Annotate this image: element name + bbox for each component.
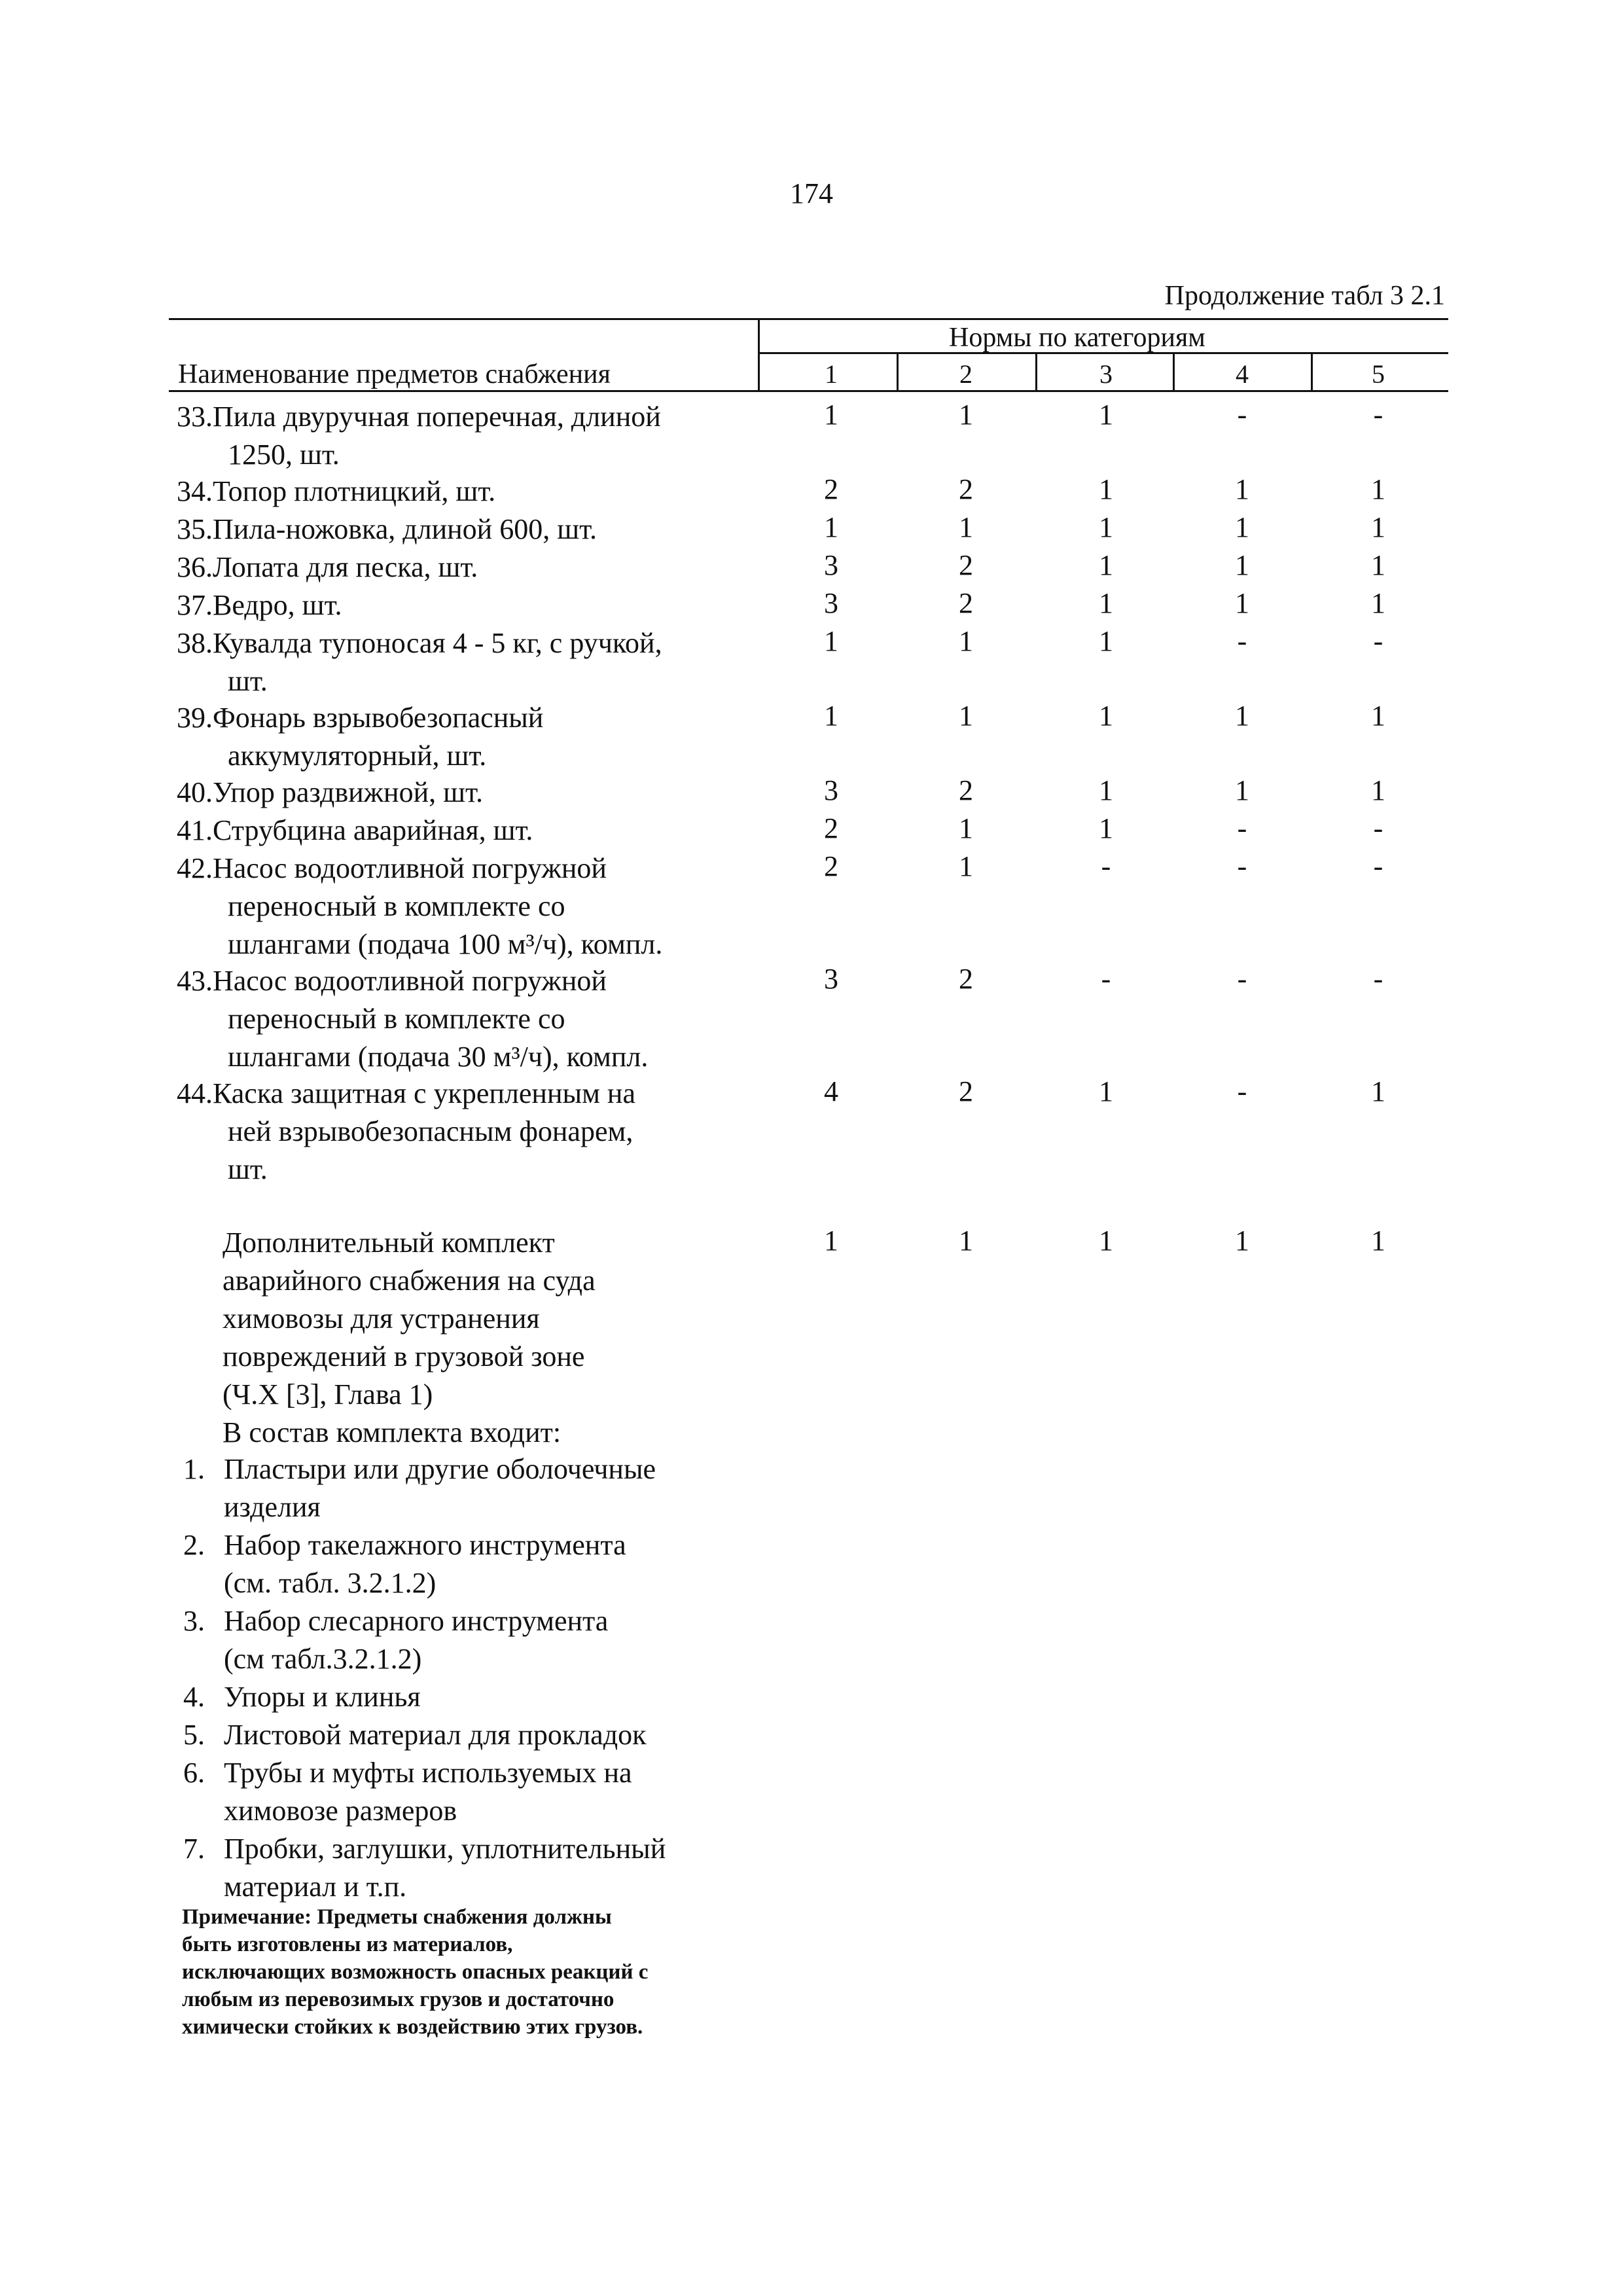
extra-kit-line: Дополнительный комплект: [223, 1227, 555, 1259]
table-cell-category-4: -: [1237, 850, 1247, 882]
kit-list-line: Набор слесарного инструмента: [224, 1605, 609, 1637]
table-cell-category-2: 2: [959, 1075, 973, 1107]
extra-kit-line: (Ч.X [3], Глава 1): [223, 1378, 433, 1410]
note-line: любым из перевозимых грузов и достаточно: [182, 1988, 615, 2011]
table-cell-category-1: 2: [824, 473, 838, 505]
table-cell-category-5: 1: [1371, 700, 1385, 732]
row-name-line: 40.Упор раздвижной, шт.: [177, 776, 483, 808]
table-cell-category-3: -: [1101, 850, 1111, 882]
extra-kit-value: 1: [959, 1225, 973, 1257]
kit-list-line: Упоры и клинья: [224, 1681, 421, 1713]
kit-list-number: 6.: [183, 1757, 205, 1789]
table-cell-category-4: 1: [1235, 549, 1249, 581]
table-cell-category-1: 3: [824, 587, 838, 619]
table-cell-category-2: 1: [959, 700, 973, 732]
kit-list-line: Пробки, заглушки, уплотнительный: [224, 1833, 666, 1865]
table-cell-category-5: -: [1373, 399, 1383, 431]
norms-column-header: Нормы по категориям: [949, 323, 1205, 353]
name-column-header: Наименование предметов снабжения: [178, 359, 611, 389]
note-line: быть изготовлены из материалов,: [182, 1933, 513, 1956]
kit-list-line: Пластыри или другие оболочечные: [224, 1453, 656, 1485]
note-line: исключающих возможность опасных реакций с: [182, 1960, 649, 1984]
table-row-name: [177, 699, 766, 775]
kit-list-item: [183, 1754, 772, 1830]
table-cell-category-3: 1: [1099, 511, 1113, 543]
table-cell-category-3: 1: [1099, 549, 1113, 581]
column-separator: [758, 319, 760, 390]
table-row-name: [177, 586, 766, 624]
extra-kit-value: 1: [824, 1225, 838, 1257]
kit-list-line: (см табл.3.2.1.2): [224, 1643, 422, 1675]
table-cell-category-1: 1: [824, 625, 838, 657]
table-cell-category-5: 1: [1371, 511, 1385, 543]
row-name-line: 35.Пила-ножовка, длиной 600, шт.: [177, 513, 597, 545]
table-cell-category-5: 1: [1371, 774, 1385, 806]
table-cell-category-1: 1: [824, 700, 838, 732]
table-cell-category-5: 1: [1371, 587, 1385, 619]
table-cell-category-4: 1: [1235, 587, 1249, 619]
table-cell-category-5: 1: [1371, 473, 1385, 505]
kit-list-number: 1.: [183, 1453, 205, 1485]
extra-kit-value: 1: [1371, 1225, 1385, 1257]
extra-kit-description: [223, 1224, 779, 1452]
column-separator: [1035, 353, 1037, 390]
table-cell-category-3: 1: [1099, 399, 1113, 431]
row-name-line: 34.Топор плотницкий, шт.: [177, 475, 496, 507]
table-cell-category-1: 2: [824, 812, 838, 844]
kit-list-number: 7.: [183, 1833, 205, 1865]
table-cell-category-4: 1: [1235, 774, 1249, 806]
table-row-name: [177, 548, 766, 586]
row-name-line: 39.Фонарь взрывобезопасный: [177, 702, 544, 734]
row-name-line: ней взрывобезопасным фонарем,: [228, 1115, 633, 1147]
table-row-name: [177, 812, 766, 850]
table-cell-category-1: 4: [824, 1075, 838, 1107]
row-name-line: 41.Струбцина аварийная, шт.: [177, 814, 533, 846]
kit-list-number: 5.: [183, 1719, 205, 1751]
kit-list-line: химовозе размеров: [224, 1795, 457, 1827]
kit-list-number: 2.: [183, 1529, 205, 1561]
extra-kit-value: 1: [1099, 1225, 1113, 1257]
kit-list-item: [183, 1678, 772, 1716]
table-cell-category-4: 1: [1235, 700, 1249, 732]
category-header-1: 1: [825, 359, 838, 389]
table-cell-category-3: 1: [1099, 473, 1113, 505]
table-row-name: [177, 473, 766, 511]
table-cell-category-2: 1: [959, 511, 973, 543]
table-cell-category-2: 1: [959, 812, 973, 844]
column-separator: [1173, 353, 1175, 390]
table-cell-category-3: 1: [1099, 774, 1113, 806]
kit-list-line: изделия: [224, 1491, 321, 1523]
table-row-name: [177, 624, 766, 700]
table-cell-category-3: 1: [1099, 587, 1113, 619]
table-cell-category-3: -: [1101, 963, 1111, 995]
kit-list-number: 4.: [183, 1681, 205, 1713]
kit-list-line: (см. табл. 3.2.1.2): [224, 1567, 437, 1599]
kit-list-line: Набор такелажного инструмента: [224, 1529, 626, 1561]
row-name-line: шт.: [228, 1153, 268, 1185]
note: [182, 1903, 751, 2041]
note-line: химически стойких к воздействию этих грузов.: [182, 2015, 643, 2039]
category-header-4: 4: [1236, 359, 1249, 389]
row-name-line: переносный в комплекте со: [228, 890, 565, 922]
row-name-line: шлангами (подача 30 м³/ч), компл.: [228, 1041, 649, 1073]
category-header-2: 2: [959, 359, 972, 389]
kit-list-line: Трубы и муфты используемых на: [224, 1757, 632, 1789]
row-name-line: 33.Пила двуручная поперечная, длиной: [177, 401, 661, 433]
table-cell-category-5: -: [1373, 963, 1383, 995]
table-cell-category-2: 1: [959, 625, 973, 657]
table-cell-category-4: -: [1237, 625, 1247, 657]
extra-kit-line: повреждений в грузовой зоне: [223, 1340, 585, 1372]
table-cell-category-4: -: [1237, 812, 1247, 844]
table-cell-category-5: -: [1373, 850, 1383, 882]
kit-list-number: 3.: [183, 1605, 205, 1637]
kit-list-line: материал и т.п.: [224, 1871, 407, 1903]
table-row-name: [177, 962, 766, 1076]
table-row-name: [177, 1075, 766, 1189]
row-name-line: 44.Каска защитная с укрепленным на: [177, 1077, 635, 1109]
page-number: 174: [790, 177, 833, 209]
table-cell-category-4: 1: [1235, 511, 1249, 543]
table-continuation-label: Продолжение табл 3 2.1: [1164, 281, 1445, 311]
table-cell-category-2: 2: [959, 963, 973, 995]
kit-list-item: [183, 1716, 772, 1754]
table-cell-category-5: -: [1373, 812, 1383, 844]
kit-list-item: [183, 1830, 772, 1906]
kit-list-line: Листовой материал для прокладок: [224, 1719, 647, 1751]
table-cell-category-4: 1: [1235, 473, 1249, 505]
table-cell-category-5: -: [1373, 625, 1383, 657]
kit-list-item: [183, 1602, 772, 1678]
extra-kit-line: аварийного снабжения на суда: [223, 1265, 596, 1297]
table-cell-category-3: 1: [1099, 812, 1113, 844]
table-cell-category-3: 1: [1099, 1075, 1113, 1107]
table-cell-category-1: 1: [824, 399, 838, 431]
table-cell-category-1: 3: [824, 774, 838, 806]
header-bottom-rule: [169, 390, 1448, 392]
kit-list-item: [183, 1526, 772, 1602]
column-separator: [897, 353, 899, 390]
table-cell-category-2: 1: [959, 850, 973, 882]
category-header-5: 5: [1372, 359, 1385, 389]
row-name-line: аккумуляторный, шт.: [228, 740, 487, 772]
table-cell-category-1: 3: [824, 549, 838, 581]
table-cell-category-1: 1: [824, 511, 838, 543]
row-name-line: шт.: [228, 665, 268, 697]
row-name-line: 36.Лопата для песка, шт.: [177, 551, 478, 583]
row-name-line: шлангами (подача 100 м³/ч), компл.: [228, 928, 663, 960]
table-cell-category-2: 2: [959, 473, 973, 505]
extra-kit-line: В состав комплекта входит:: [223, 1416, 562, 1448]
row-name-line: 37.Ведро, шт.: [177, 589, 342, 621]
row-name-line: 43.Насос водоотливной погружной: [177, 965, 607, 997]
table-row-name: [177, 850, 766, 963]
table-cell-category-2: 2: [959, 587, 973, 619]
table-cell-category-2: 1: [959, 399, 973, 431]
row-name-line: 38.Кувалда тупоносая 4 - 5 кг, с ручкой,: [177, 627, 662, 659]
table-cell-category-2: 2: [959, 774, 973, 806]
table-top-rule: [169, 318, 1448, 320]
category-header-3: 3: [1099, 359, 1113, 389]
table-cell-category-2: 2: [959, 549, 973, 581]
table-cell-category-4: -: [1237, 1075, 1247, 1107]
note-line: Примечание: Предметы снабжения должны: [182, 1905, 612, 1929]
row-name-line: 1250, шт.: [228, 439, 340, 471]
table-row-name: [177, 398, 766, 474]
table-row-name: [177, 511, 766, 548]
table-cell-category-5: 1: [1371, 1075, 1385, 1107]
extra-kit-value: 1: [1235, 1225, 1249, 1257]
table-cell-category-1: 2: [824, 850, 838, 882]
row-name-line: 42.Насос водоотливной погружной: [177, 852, 607, 884]
table-cell-category-4: -: [1237, 963, 1247, 995]
column-separator: [1311, 353, 1313, 390]
table-cell-category-4: -: [1237, 399, 1247, 431]
table-cell-category-3: 1: [1099, 625, 1113, 657]
kit-list-item: [183, 1450, 772, 1526]
row-name-line: переносный в комплекте со: [228, 1003, 565, 1035]
table-cell-category-3: 1: [1099, 700, 1113, 732]
table-row-name: [177, 774, 766, 812]
table-cell-category-1: 3: [824, 963, 838, 995]
extra-kit-line: химовозы для устранения: [223, 1302, 540, 1335]
table-cell-category-5: 1: [1371, 549, 1385, 581]
